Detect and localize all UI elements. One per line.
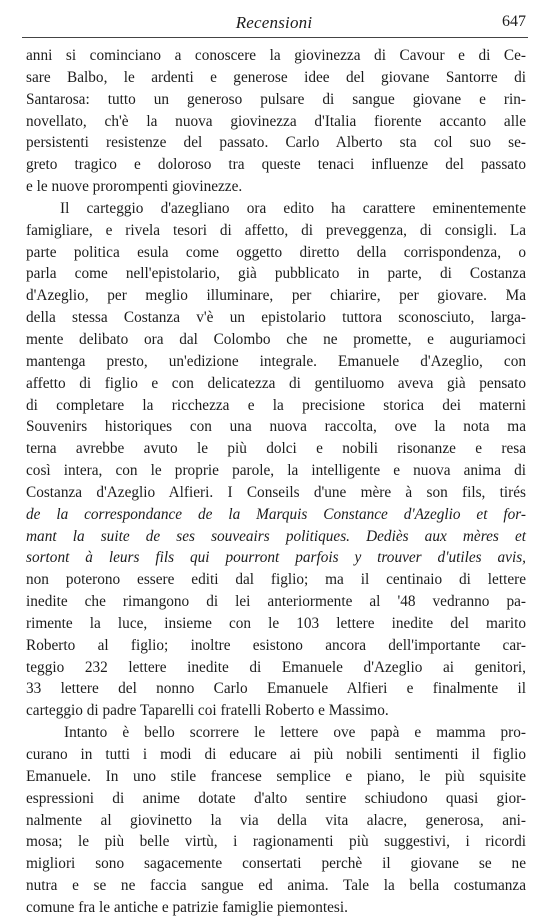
text-line: espressioni di anime dotate d'alto sentire schiudono quasi gior- [26, 789, 526, 807]
text-line: parte politica esula come oggetto diretto della corrispondenza, o [26, 243, 526, 261]
text-line: terna avrebbe avuto le più dolci e nobili risonanze e resa [26, 440, 526, 458]
text-line: rimente la luce, insieme con le 103 lettere inedite del marito [26, 614, 526, 632]
text-line: anni si cominciano a conoscere la giovinezza di Cavour e di Ce- [26, 47, 526, 64]
text-line: Souvenirs historiques con una nuova raccolta, ove la nota ma [26, 418, 526, 436]
text-line: mant la suite de ses souveairs politiques. Dediès aux mères et [26, 527, 526, 545]
text-line: mosa; le più belle virtù, i ragionamenti più suggestivi, i ricordi [26, 833, 526, 851]
text-line: e le nuove prorompenti giovinezze. [26, 178, 243, 196]
text-line: mente delibato ora dal Colombo che ne promette, e auguriamoci [26, 330, 526, 348]
text-line: teggio 232 lettere inedite di Emanuele d'Azeglio ai genitori, [26, 658, 526, 676]
text-line: inedite che rimangono di lei anteriormente al '48 vedranno pa- [26, 593, 526, 611]
header-rule [22, 37, 528, 38]
text-line: così intera, con le proprie parole, la intelligente e nuova anima di [26, 462, 526, 480]
page-number: 647 [502, 13, 526, 30]
text-line: nalmente al giovinetto la via della vita alacre, generosa, ani- [26, 811, 526, 829]
text-line: Costanza d'Azeglio Alfieri. I Conseils d'une mère à son fils, tirés [26, 483, 526, 501]
text-line: Il carteggio d'azegliano ora edito ha carattere eminentemente [60, 199, 526, 217]
text-line: novellato, ch'è la nuova giovinezza d'Italia fiorente accanto alle [26, 112, 526, 130]
text-line: curano in tutti i modi di educare ai più nobili sentimenti il figlio [26, 746, 526, 763]
text-line: Santarosa: tutto un generoso pulsare di sangue giovane e rin- [26, 90, 526, 108]
text-line: 33 lettere del nonno Carlo Emanuele Alfieri e finalmente il [26, 680, 526, 698]
text-line: della stessa Costanza v'è un epistolario tuttora sconosciuto, larga- [26, 309, 526, 327]
text-line: di completare la ricchezza e la precisione storica dei materni [26, 396, 526, 414]
text-line: nutra e se ne faccia sangue ed anima. Tale la bella costumanza [26, 877, 526, 895]
text-line: comune fra le antiche e patrizie famiglie piemontesi. [26, 898, 348, 916]
text-line: mantenga presto, un'edizione integrale. Emanuele d'Azeglio, con [26, 352, 526, 370]
body-text [26, 45, 526, 919]
text-line: d'Azeglio, per meglio illuminare, per chiarire, per giovare. Ma [26, 287, 526, 305]
text-line: de la correspondance de la Marquis Constance d'Azeglio et for- [26, 505, 526, 523]
text-line: Roberto al figlio; inoltre esistono ancora dell'importante car- [26, 636, 526, 654]
text-line: Intanto è bello scorrere le lettere ove papà e mamma pro- [64, 724, 526, 742]
text-line: persistenti resistenze del passato. Carlo Alberto sta col suo se- [26, 134, 526, 152]
text-line: Emanuele. In uno stile francese semplice e piano, le più squisite [26, 767, 526, 785]
text-line: migliori sono sagacemente consertati perchè il giovane se ne [26, 855, 526, 873]
running-header-title: Recensioni [235, 13, 313, 32]
text-line: affetto di figlio e con delicatezza di gentiluomo aveva già pensato [26, 374, 526, 392]
text-line: sare Balbo, le ardenti e generose idee del giovane Santorre di [26, 68, 526, 86]
text-line: carteggio di padre Taparelli coi fratelli Roberto e Massimo. [26, 702, 389, 720]
text-line: non poterono essere editi dal figlio; ma il centinaio di lettere [26, 571, 526, 589]
text-line: famigliare, e rivela tesori di affetto, di preveggenza, di consigli. La [26, 221, 526, 239]
running-header [22, 10, 526, 36]
text-line: parla come nell'epistolario, già pubblicato in parte, di Costanza [26, 265, 526, 283]
text-line: greto tragico e doloroso tra queste tenaci influenze del passato [26, 156, 526, 174]
text-line: sortont à leurs fils qui pourront parfois y trouver d'utiles avis, [26, 549, 526, 567]
